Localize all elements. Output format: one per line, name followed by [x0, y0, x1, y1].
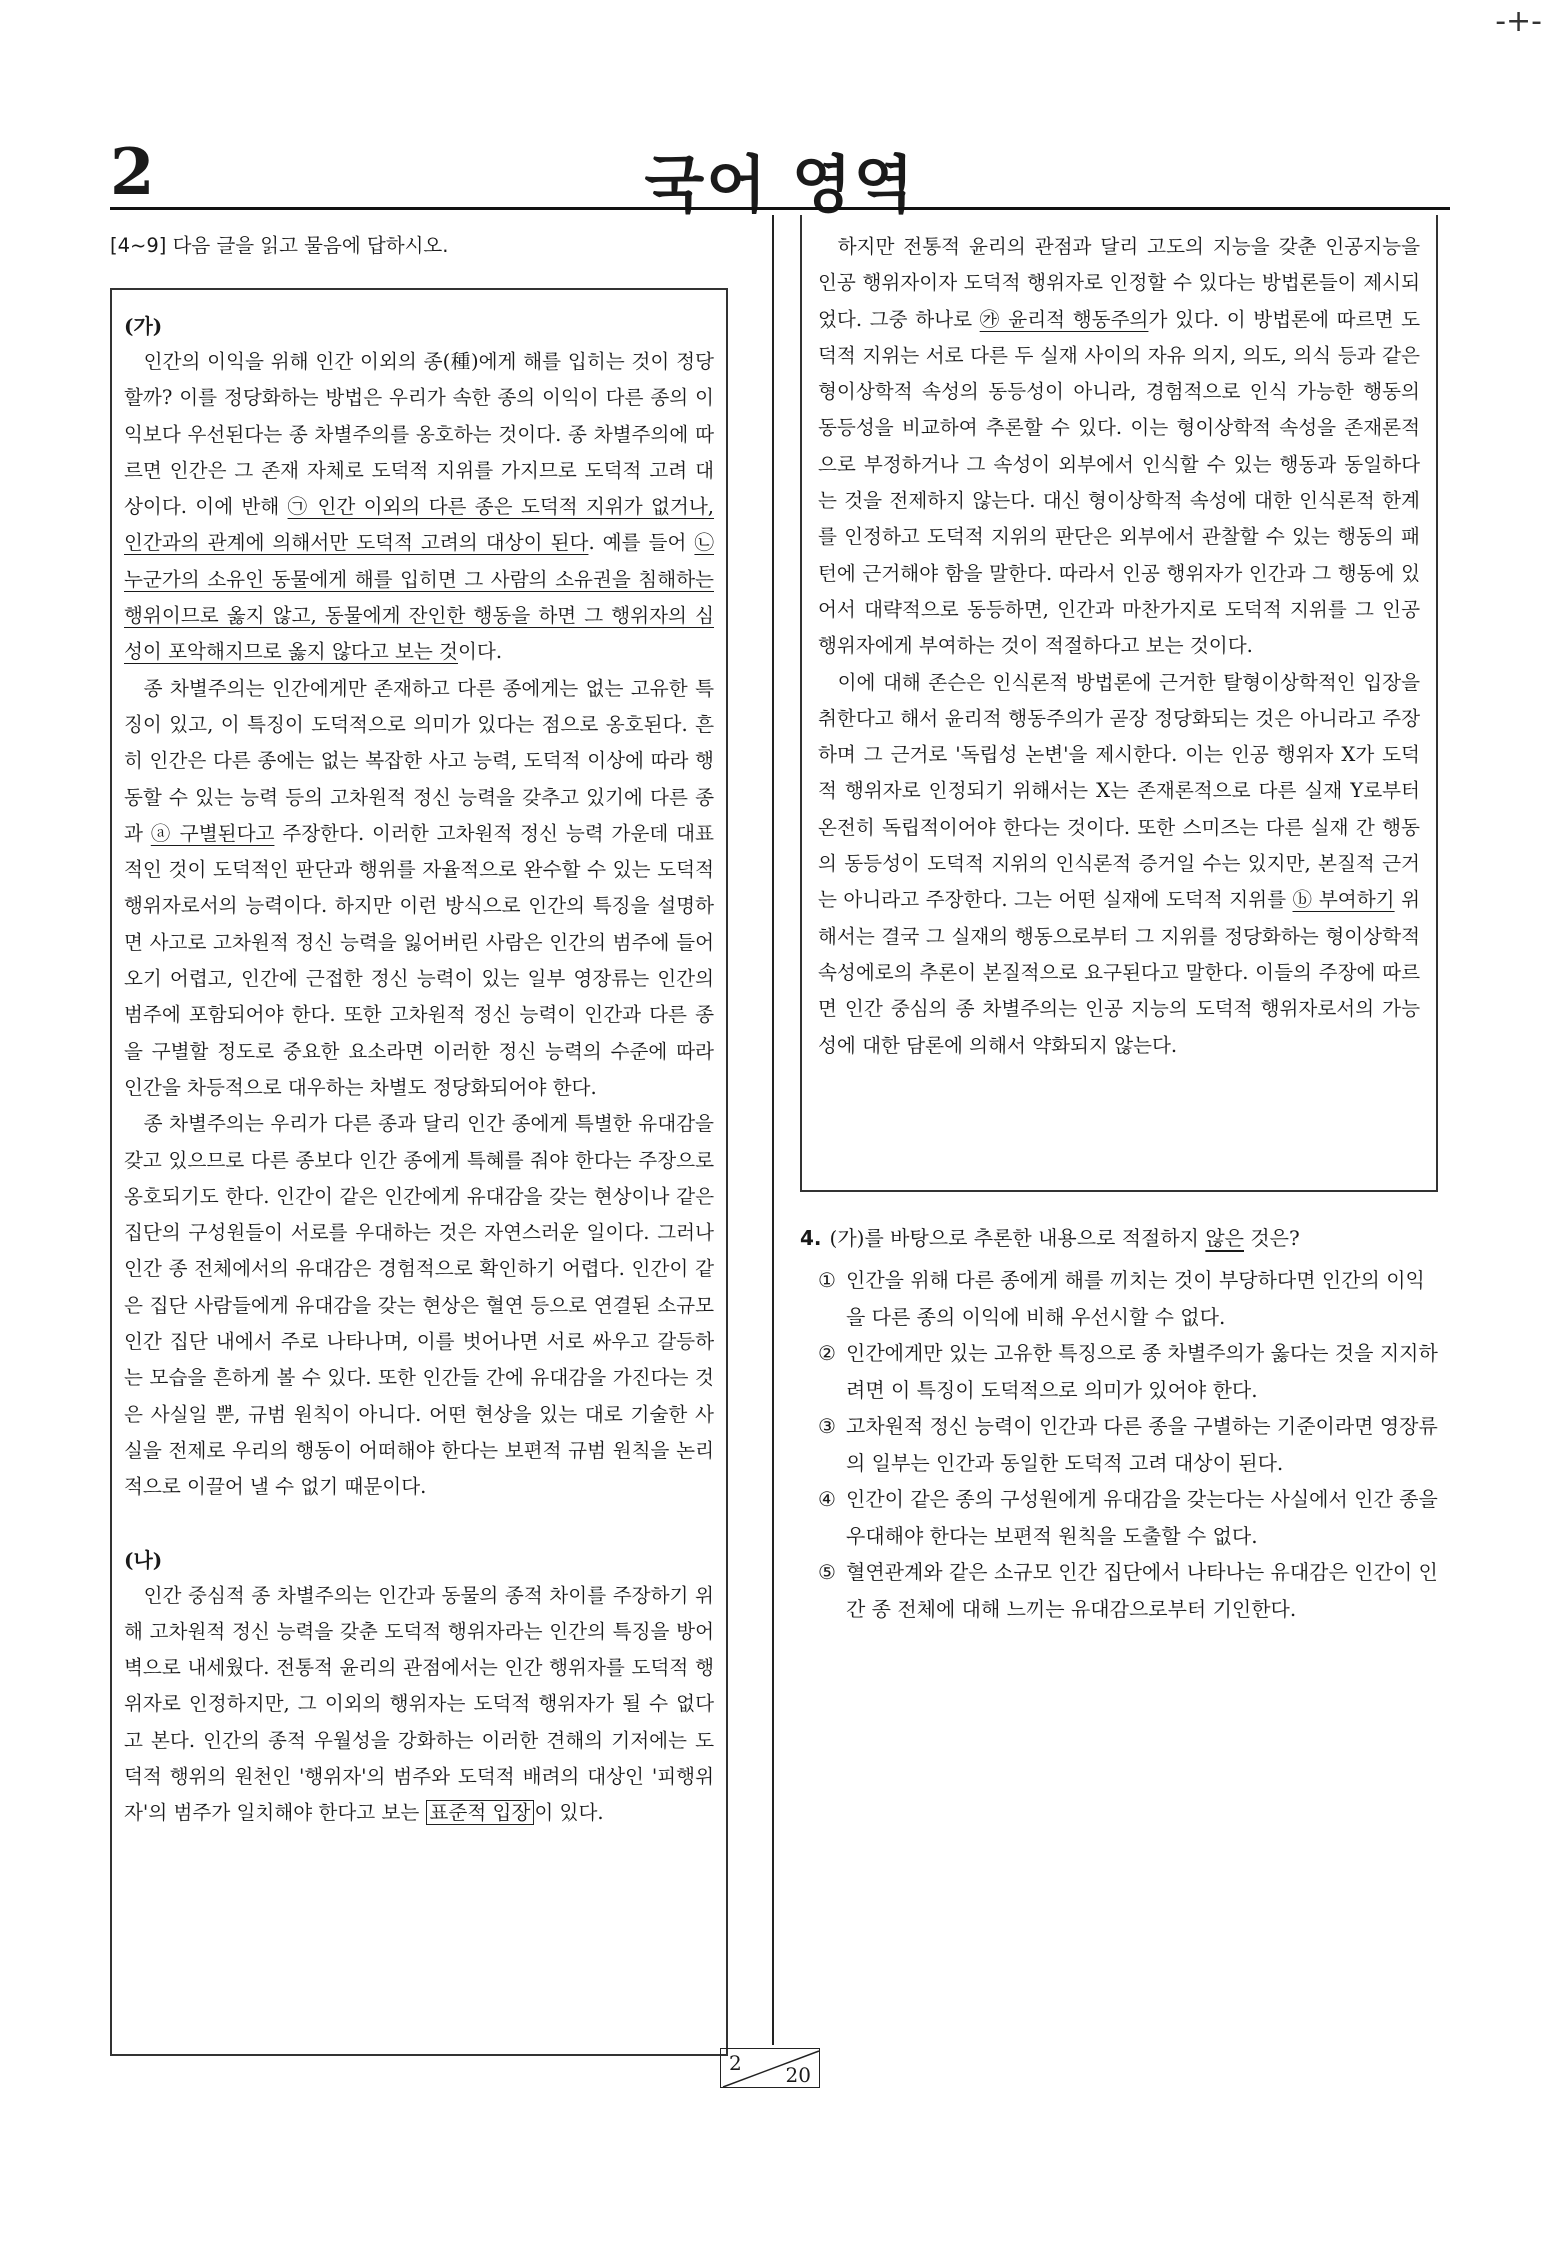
passage-text-left [124, 308, 714, 1832]
text-run: 이에 대해 존슨은 인식론적 방법론에 근거한 탈형이상학적인 입장을 취한다고 해서 윤리적 행동주의가 곧장 정당화되는 것은 아니라고 주장하며 그 근거로 '독립성 논변'을 제시한다. 이는 인공 행위자 X가 도덕적 행위자로 인정되기 위해서는 X는 존재론적으로 다른 실재 Y로부터 온전히 독립적이어야 한다는 것이다. 또한 스미즈는 다른 실재 간 행동의 동등성이 도덕적 지위의 인식론적 증거일 수는 있지만, 본질적 근거는 아니라고 주장한다. 그는 어떤 실재에 도덕적 지위를 [818, 670, 1420, 912]
text-run: 인간 중심적 종 차별주의는 인간과 동물의 종적 차이를 주장하기 위해 고차원적 정신 능력을 갖춘 도덕적 행위자라는 인간의 특징을 방어벽으로 내세웠다. 전통적 윤리의 관점에서는 인간 행위자를 도덕적 행위자로 인정하지만, 그 이외의 행위자는 도덕적 행위자가 될 수 없다고 본다. 인간의 종적 우월성을 강화하는 이러한 견해의 기저에는 도덕적 행위의 원천인 '행위자'의 범주와 도덕적 배려의 대상인 '피행위자'의 범주가 일치해야 한다고 보는 [124, 1583, 714, 1825]
text-run: . 예를 들어 [588, 531, 695, 555]
na-paragraph-1 [124, 1578, 714, 1832]
page-number: 2 [110, 135, 155, 210]
underlined-claim-1: ㉠ 인간 이외의 다른 종은 도덕적 지위가 없거나, 인간과의 관계에 의해서만 도덕적 고려의 대상이 된다 [124, 495, 715, 555]
ga-paragraph-3: 종 차별주의는 우리가 다른 종과 달리 인간 종에게 특별한 유대감을 갖고 있으므로 다른 종보다 인간 종에게 특혜를 줘야 한다는 주장으로 옹호되기도 한다. 인간이 같은 인간에게 유대감을 갖는 현상이나 같은 집단의 구성원들이 서로를 우대하는 것은 자연스러운 일이다. 그러나 인간 종 전체에서의 유대감은 경험적으로 확인하기 어렵다. 인간이 같은 집단 사람들에게 유대감을 갖는 현상은 혈연 등으로 연결된 소규모 인간 집단 내에서 주로 나타나며, 이를 벗어나면 서로 싸우고 갈등하는 모습을 흔하게 볼 수 있다. 또한 인간들 간에 유대감을 가진다는 것은 사실일 뿐, 규범 원칙이 아니다. 어떤 현상을 있는 대로 기술한 사실을 전제로 우리의 행동이 어떠해야 한다는 보편적 규범 원칙을 논리적으로 이끌어 낼 수 없기 때문이다. [124, 1112, 714, 1499]
answer-option-3[interactable] [800, 1408, 1440, 1481]
question-4 [800, 1220, 1440, 1627]
emphasis-not: 않은 [1205, 1226, 1244, 1250]
boxed-term: 표준적 입장 [426, 1800, 535, 1825]
passage-text-right [818, 229, 1420, 1064]
na-paragraph-3 [818, 665, 1420, 1064]
text-run: (가)를 바탕으로 추론한 내용으로 적절하지 [829, 1226, 1206, 1250]
answer-option-2[interactable] [800, 1335, 1440, 1408]
na-paragraph-2 [818, 229, 1420, 665]
underlined-claim-2: ㉡ 누군가의 소유인 동물에게 해를 입히면 그 사람의 소유권을 침해하는 행위이므로 옳지 않고, 동물에게 잔인한 행동을 하면 그 행위자의 심성이 포악해지므로 옳지 않다고 보는 것 [124, 531, 715, 664]
text-run: 이다. [457, 640, 503, 664]
passage-box-right [800, 215, 1438, 1192]
answer-option-1[interactable] [800, 1262, 1440, 1335]
text-run: 이 있다. [534, 1801, 604, 1825]
header-rule [110, 207, 1450, 210]
text-run: 주장한다. 이러한 고차원적 정신 능력 가운데 대표적인 것이 도덕적인 판단과 행위를 자율적으로 완수할 수 있는 도덕적 행위자로서의 능력이다. 하지만 이런 방식으로 인간의 특징을 설명하면 사고로 고차원적 정신 능력을 잃어버린 사람은 인간의 범주에 들어오기 어렵고, 인간에 근접한 정신 능력이 있는 일부 영장류는 인간의 범주에 포함되어야 한다. 또한 고차원적 정신 능력이 인간과 다른 종을 구별할 정도로 중요한 요소라면 이러한 정신 능력의 수준에 따라 인간을 차등적으로 대우하는 차별도 정당화되어야 한다. [124, 821, 715, 1099]
registration-mark: -+- [1495, 4, 1542, 39]
option-text: 혈연관계와 같은 소규모 인간 집단에서 나타나는 유대감은 인간이 인간 종 전체에 대해 느끼는 유대감으로부터 기인한다. [846, 1560, 1438, 1621]
passage-box-left [110, 288, 728, 2056]
text-run: 하지만 전통적 윤리의 관점과 달리 고도의 지능을 갖춘 인공지능을 인공 행위자이자 도덕적 행위자로 인정할 수 있다는 방법론들이 제시되었다. 그중 하나로 [818, 235, 1420, 331]
text-run: 인간의 이익을 위해 인간 이외의 종(種)에게 해를 입히는 것이 정당할까? 이를 정당화하는 방법은 우리가 속한 종의 이익이 다른 종의 이익보다 우선된다는 종 차별주의를 옹호하는 것이다. 종 차별주의에 따르면 인간은 그 존재 자체로 도덕적 지위를 가지므로 도덕적 고려 대상이다. 이에 반해 [124, 350, 714, 519]
text-run: 것은? [1244, 1226, 1300, 1250]
option-marker: ④ [818, 1487, 836, 1511]
question-number: 4. [800, 1226, 822, 1250]
underlined-word-a: ⓐ 구별된다고 [150, 821, 275, 845]
option-marker: ① [818, 1268, 836, 1292]
question-instruction: [4~9] 다음 글을 읽고 물음에 답하시오. [110, 234, 449, 257]
underlined-term-ethical-behaviorism: ㉮ 윤리적 행동주의 [979, 307, 1149, 331]
option-text: 인간에게만 있는 고유한 특징으로 종 차별주의가 옳다는 것을 지지하려면 이 특징이 도덕적으로 의미가 있어야 한다. [846, 1341, 1438, 1402]
ga-paragraph-1 [124, 344, 714, 671]
option-text: 인간이 같은 종의 구성원에게 유대감을 갖는다는 사실에서 인간 종을 우대해야 한다는 보편적 원칙을 도출할 수 없다. [846, 1487, 1438, 1548]
question-stem [800, 1220, 1440, 1256]
page-indicator [720, 2048, 820, 2088]
option-marker: ⑤ [818, 1560, 836, 1584]
option-marker: ③ [818, 1414, 836, 1438]
answer-option-4[interactable] [800, 1481, 1440, 1554]
current-page: 2 [729, 2051, 742, 2075]
section-label-na: (나) [124, 1547, 163, 1572]
text-run: 종 차별주의는 인간에게만 존재하고 다른 종에게는 없는 고유한 특징이 있고, 이 특징이 도덕적으로 의미가 있다는 점으로 옹호된다. 흔히 인간은 다른 종에는 없는 복잡한 사고 능력, 도덕적 이상에 따라 행동할 수 있는 능력 등의 고차원적 정신 능력을 갖추고 있기에 다른 종과 [124, 676, 714, 845]
option-marker: ② [818, 1341, 836, 1365]
underlined-word-b: ⓑ 부여하기 [1292, 888, 1395, 912]
ga-paragraph-2 [124, 671, 714, 1107]
total-pages: 20 [785, 2063, 811, 2087]
page-title: 국어 영역 [644, 148, 916, 221]
option-text: 고차원적 정신 능력이 인간과 다른 종을 구별하는 기준이라면 영장류의 일부는 인간과 동일한 도덕적 고려 대상이 된다. [846, 1414, 1438, 1475]
option-text: 인간을 위해 다른 종에게 해를 끼치는 것이 부당하다면 인간의 이익을 다른 종의 이익에 비해 우선시할 수 없다. [846, 1268, 1425, 1329]
section-label-ga: (가) [124, 314, 163, 338]
answer-option-5[interactable] [800, 1554, 1440, 1627]
text-run: 가 있다. 이 방법론에 따르면 도덕적 지위는 서로 다른 두 실재 사이의 자유 의지, 의도, 의식 등과 같은 형이상학적 속성의 동등성이 아니라, 경험적으로 인식 가능한 행동의 동등성을 비교하여 추론할 수 있다. 이는 형이상학적 속성을 존재론적으로 부정하거나 그 속성이 외부에서 인식할 수 있는 행동과 동일하다는 것을 전제하지 않는다. 대신 형이상학적 속성에 대한 인식론적 한계를 인정하고 도덕적 지위의 판단은 외부에서 관찰할 수 있는 행동의 패턴에 근거해야 함을 말한다. 따라서 인공 행위자가 인간과 그 행동에 있어서 대략적으로 동등하면, 인간과 마찬가지로 도덕적 지위를 그 인공 행위자에게 부여하는 것이 적절하다고 보는 것이다. [818, 307, 1420, 658]
text-run: 위해서는 결국 그 실재의 행동으로부터 그 지위를 정당화하는 형이상학적 속성에로의 추론이 본질적으로 요구된다고 말한다. 이들의 주장에 따르면 인간 중심의 종 차별주의는 인공 지능의 도덕적 행위자로서의 가능성에 대한 담론에 의해서 약화되지 않는다. [818, 888, 1420, 1057]
column-divider [772, 215, 774, 2045]
